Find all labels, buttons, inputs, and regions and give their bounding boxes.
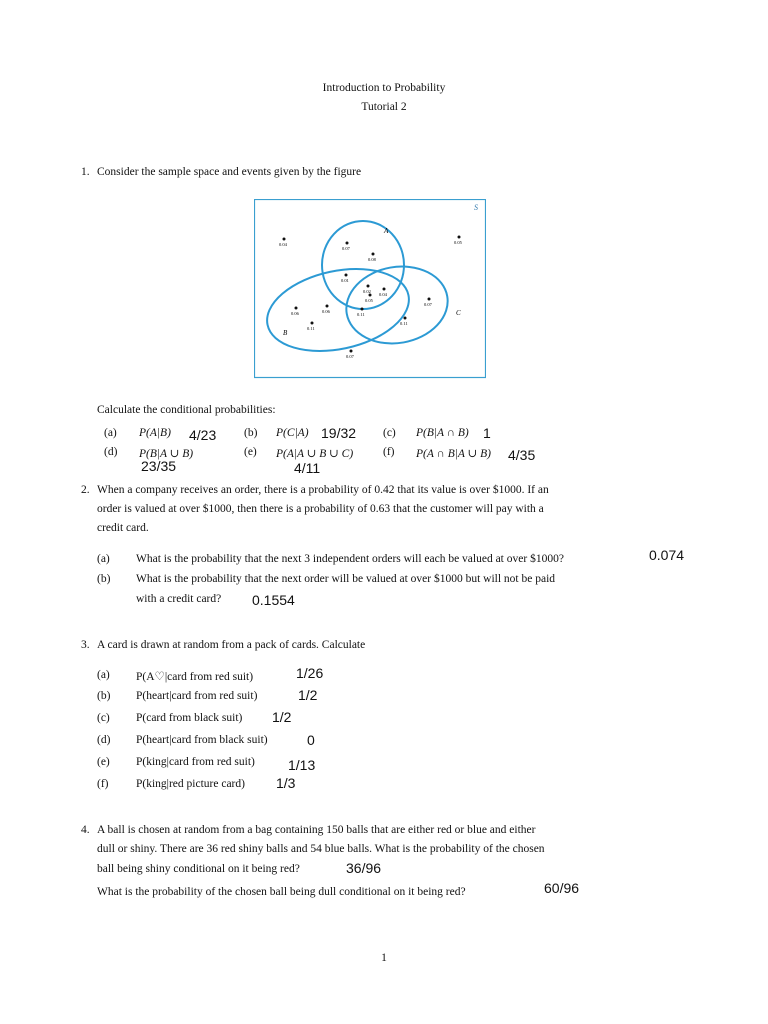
- q2-part-b-answer: 0.1554: [252, 592, 295, 608]
- q2-part-a-text: What is the probability that the next 3 independent orders will each be valued at over $1000?: [136, 553, 564, 565]
- q4-line-3: ball being shiny conditional on it being red?: [97, 863, 300, 875]
- b-label: B: [283, 329, 288, 337]
- q3-part-d-label: (d): [97, 734, 111, 746]
- q3-text: A card is drawn at random from a pack of cards. Calculate: [97, 639, 366, 651]
- venn-diagram: [254, 199, 486, 379]
- q3-number: 3.: [81, 639, 90, 651]
- venn-point-dot: [367, 285, 370, 288]
- document-subtitle: Tutorial 2: [361, 101, 407, 113]
- q2-line-1: When a company receives an order, there is a probability of 0.42 that its value is over $1000. If an: [97, 484, 549, 496]
- q1-part-f-expr: P(A ∩ B|A ∪ B): [416, 448, 491, 460]
- venn-point-dot: [372, 253, 375, 256]
- q1-part-d-label: (d): [104, 446, 118, 458]
- set-a-circle: [322, 221, 404, 309]
- q3-part-a-expr: P(A♡|card from red suit): [136, 671, 254, 683]
- q1-text: Consider the sample space and events given by the figure: [97, 166, 362, 178]
- q3-part-e-label: (e): [97, 756, 110, 768]
- q4-line-1: A ball is chosen at random from a bag containing 150 balls that are either red or blue and either: [97, 824, 536, 836]
- q4-answer-2: 60/96: [544, 880, 580, 896]
- q3-part-b-label: (b): [97, 690, 111, 702]
- q1-part-d-expr: P(B|A ∪ B): [139, 448, 194, 460]
- venn-point-label: 0.07: [424, 302, 432, 307]
- q1-part-a-expr: P(A|B): [139, 427, 171, 439]
- q3-part-f-expr: P(king|red picture card): [136, 778, 245, 790]
- q4-line-4: What is the probability of the chosen ball being dull conditional on it being red?: [97, 886, 466, 898]
- venn-point-label: 0.07: [346, 354, 354, 359]
- q1-part-b-label: (b): [244, 427, 258, 439]
- q1-part-a-answer: 4/23: [189, 427, 217, 443]
- q1-part-b-expr: P(C|A): [276, 427, 309, 439]
- q1-part-e-expr: P(A|A ∪ B ∪ C): [276, 448, 354, 460]
- venn-point-dot: [295, 307, 298, 310]
- s-label: S: [474, 203, 478, 212]
- venn-point-dot: [346, 242, 349, 245]
- venn-point-label: 0.11: [357, 312, 365, 317]
- venn-point-label: 0.06: [291, 311, 299, 316]
- q3-part-c-expr: P(card from black suit): [136, 712, 243, 724]
- venn-point-dot: [458, 236, 461, 239]
- set-b-ellipse: [259, 257, 416, 363]
- q2-part-b-label: (b): [97, 573, 111, 585]
- q2-part-b-line-1: What is the probability that the next order will be valued at over $1000 but will not be paid: [136, 573, 556, 585]
- q1-instruction: Calculate the conditional probabilities:: [97, 404, 276, 416]
- venn-point-label: 0.11: [307, 326, 315, 331]
- q3-part-c-answer: 1/2: [272, 709, 292, 725]
- venn-point-label: 0.01: [341, 278, 349, 283]
- venn-point-label: 0.05: [365, 298, 373, 303]
- q3-part-e-expr: P(king|card from red suit): [136, 756, 255, 768]
- venn-point-label: 0.02: [363, 289, 371, 294]
- document-title: Introduction to Probability: [322, 82, 446, 94]
- page-number: 1: [381, 952, 387, 964]
- c-label: C: [456, 309, 461, 317]
- q4-answer-1: 36/96: [346, 860, 382, 876]
- q4-number: 4.: [81, 824, 90, 836]
- q1-part-f-label: (f): [383, 446, 395, 458]
- venn-point-dot: [311, 322, 314, 325]
- q1-part-e-answer: 4/11: [294, 460, 321, 476]
- q3-part-d-answer: 0: [307, 732, 315, 748]
- q3-part-a-answer: 1/26: [296, 665, 324, 681]
- venn-point-dot: [345, 274, 348, 277]
- venn-point-dot: [326, 305, 329, 308]
- venn-point-dot: [369, 294, 372, 297]
- q3-part-a-label: (a): [97, 669, 110, 681]
- q3-part-b-answer: 1/2: [298, 687, 318, 703]
- venn-point-label: 0.06: [322, 309, 330, 314]
- venn-point-dot: [404, 317, 407, 320]
- venn-point-dot: [361, 308, 364, 311]
- q2-line-3: credit card.: [97, 522, 149, 534]
- venn-point-label: 0.07: [342, 246, 350, 251]
- venn-point-label: 0.05: [454, 240, 462, 245]
- venn-point-dot: [283, 238, 286, 241]
- q2-number: 2.: [81, 484, 90, 496]
- q2-part-a-label: (a): [97, 553, 110, 565]
- q3-part-d-expr: P(heart|card from black suit): [136, 734, 268, 746]
- q3-part-e-answer: 1/13: [288, 757, 316, 773]
- venn-point-label: 0.04: [379, 292, 387, 297]
- q1-number: 1.: [81, 166, 90, 178]
- q2-part-b-line-2: with a credit card?: [136, 593, 222, 605]
- venn-point-dot: [383, 288, 386, 291]
- q3-part-c-label: (c): [97, 712, 110, 724]
- q1-part-b-answer: 19/32: [321, 425, 357, 441]
- q1-part-c-answer: 1: [483, 425, 491, 441]
- q1-part-a-label: (a): [104, 427, 117, 439]
- venn-point-dot: [428, 298, 431, 301]
- a-label: A: [384, 227, 389, 235]
- q2-line-2: order is valued at over $1000, then there is a probability of 0.63 that the customer will pay with a: [97, 503, 544, 515]
- q3-part-b-expr: P(heart|card from red suit): [136, 690, 258, 702]
- q3-part-f-label: (f): [97, 778, 109, 790]
- q1-part-c-expr: P(B|A ∩ B): [416, 427, 469, 439]
- venn-point-label: 0.08: [368, 257, 376, 262]
- q2-part-a-answer: 0.074: [649, 547, 685, 563]
- venn-point-dot: [350, 350, 353, 353]
- set-c-ellipse: [340, 259, 454, 352]
- q1-part-f-answer: 4/35: [508, 447, 536, 463]
- q1-part-e-label: (e): [244, 446, 257, 458]
- venn-point-label: 0.11: [400, 321, 408, 326]
- q4-line-2: dull or shiny. There are 36 red shiny balls and 54 blue balls. What is the probability of the chosen: [97, 843, 545, 855]
- q1-part-c-label: (c): [383, 427, 396, 439]
- q1-part-d-answer: 23/35: [141, 458, 177, 474]
- q3-part-f-answer: 1/3: [276, 775, 296, 791]
- venn-point-label: 0.04: [279, 242, 287, 247]
